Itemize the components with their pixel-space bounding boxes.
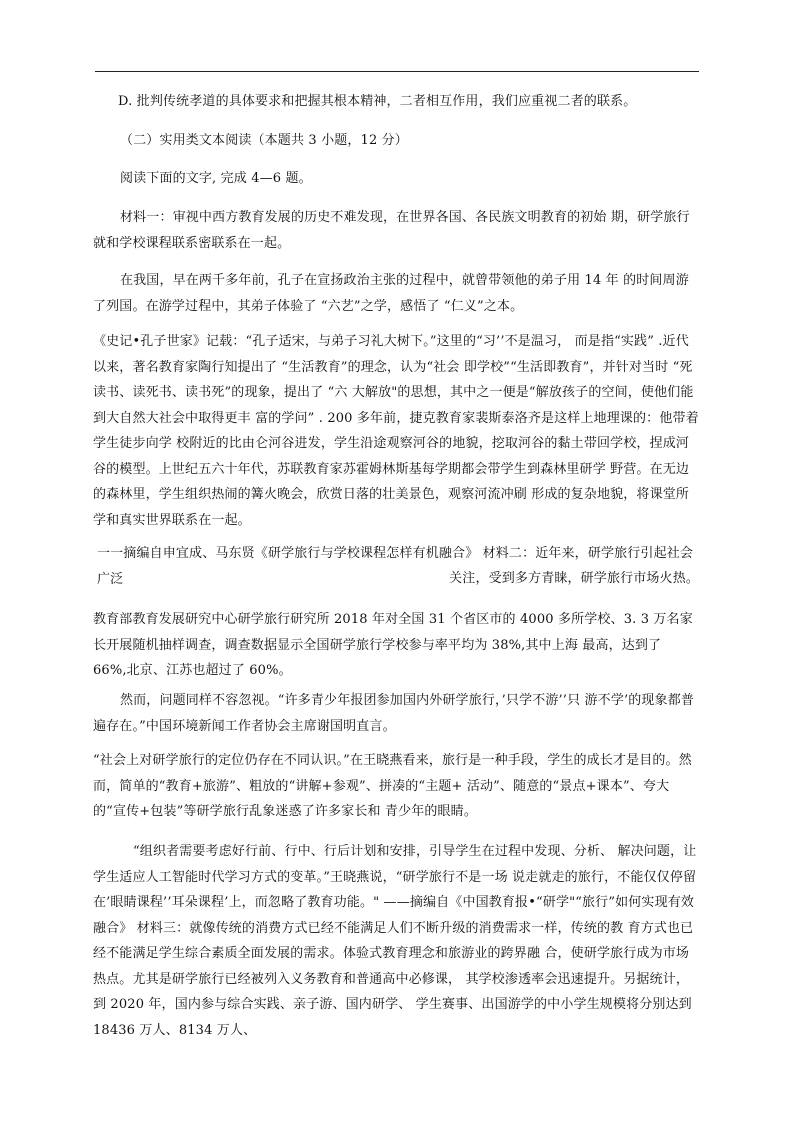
material-two-survey: 教育部教育发展研究中心研学旅行研究所 2018 年对全国 31 个省区市的 4000 多所学校、3. 3 万名家长开展随机抽样调查，调查数据显示全国研学旅行学校参与率平均为 38%,其中上海 最高，达到了 66%,北京、江苏也超过了 60%。 <box>93 612 693 678</box>
material-two-three-text: “组织者需要考虑好行前、行中、行后计划和安排，引导学生在过程中发现、分析、 解决问题，让学生适应人工智能时代学习方式的变革。”王晓燕说，“研学旅行不是一场 说走就走的旅行，不能仅仅停留在’眼睛课程’’耳朵课程’上，而忽略了教育功能。" ——摘编自《中国教育报•“研学"“旅行”如何实现有效融合》 材料三：就像传统的消费方式已经不能满足人们不断升级的消费需求一样，传统的教 育方式也已经不能满足学生综合素质全面发展的需求。体验式教育理念和旅游业的跨界融 合，使研学旅行成为市场热点。尤其是研学旅行已经被列入义务教育和普通高中必修课， 其学校渗透率会迅速提升。另据统计，到 2020 年，国内参与综合实践、亲子游、国内研学、 学生赛事、出国游学的中小学生规模将分别达到 18436 万人、8134 万人、 <box>93 844 697 1038</box>
reading-instruction: 阅读下面的文字, 完成 4—6 题。 <box>120 171 312 186</box>
material-one-confucius: 在我国，早在两千多年前，孔子在宣扬政治主张的过程中，就曾带领他的弟子用 14 年 的时间周游了列国。在游学过程中，其弟子体验了 “六艺”之学，感悟了 “仁义”之本。 <box>93 273 689 314</box>
material-two-continued: 关注，受到多方青睐，研学旅行市场火热。 <box>449 571 699 586</box>
material-one-intro: 材料一：审视中西方教育发展的历史不难发现，在世界各国、各民族文明教育的初始 期，研学旅行就和学校课程联系密联系在一起。 <box>93 210 690 251</box>
material-one-source: 一一摘编自申宜成、马东贤《研学旅行与学校课程怎样有机融合》 材料二：近年来，研学旅行引起社会广泛 <box>97 546 694 587</box>
option-d-text: D. 批判传统孝道的具体要求和把握其根本精神，二者相互作用，我们应重视二者的联系。 <box>118 94 637 109</box>
header-rule <box>95 71 699 72</box>
material-two-opinion: “社会上对研学旅行的定位仍存在不同认识。”在王晓燕看来，旅行是一种手段，学生的成长才是目的。然而，简单的“教育+旅游”、粗放的“讲解+参观”、拼凑的“主题+ 活动”、随意的“景点+课本”、夸大的“宣传+包装”等研学旅行乱象迷惑了许多家长和 青少年的眼睛。 <box>93 753 692 819</box>
material-two-problem: 然而，问题同样不容忽视。“许多青少年报团参加国内外研学旅行，’只学不游’’只 游不学’的现象都普遍存在。”中国环境新闻工作者协会主席谢国明直言。 <box>93 693 695 734</box>
material-one-history: 《史记•孔子世家》记载：“孔子适宋，与弟子习礼大树下。”这里的“习’’不是温习， 而是指“实践” .近代以来，著名教育家陶行知提出了 “生活教育”的理念，认为“社会 即学校”“生活即教育”，并针对当时 “死读书、读死书、读书死”的现象，提出了 “六 大解放"的思想，其中之一便是“解放孩子的空间，使他们能到大自然大社会中取得更丰 富的学问” . 200 多年前，捷克教育家裴斯泰洛齐是这样上地理课的：他带着学生徒步向学 校附近的比由仑河谷进发，学生沿途观察河谷的地貌，挖取河谷的黏土带回学校，捏成河 谷的模型。上世纪五六十年代，苏联教育家苏霍姆林斯基每学期都会带学生到森林里研学 野营。在无边的森林里，学生组织热闹的篝火晚会，欣赏日落的壮美景色，观察河流冲刷 形成的复杂地貌，将课堂所学和真实世界联系在一起。 <box>93 334 699 528</box>
section-heading: （二）实用类文本阅读（本题共 3 小题，12 分） <box>120 133 408 148</box>
